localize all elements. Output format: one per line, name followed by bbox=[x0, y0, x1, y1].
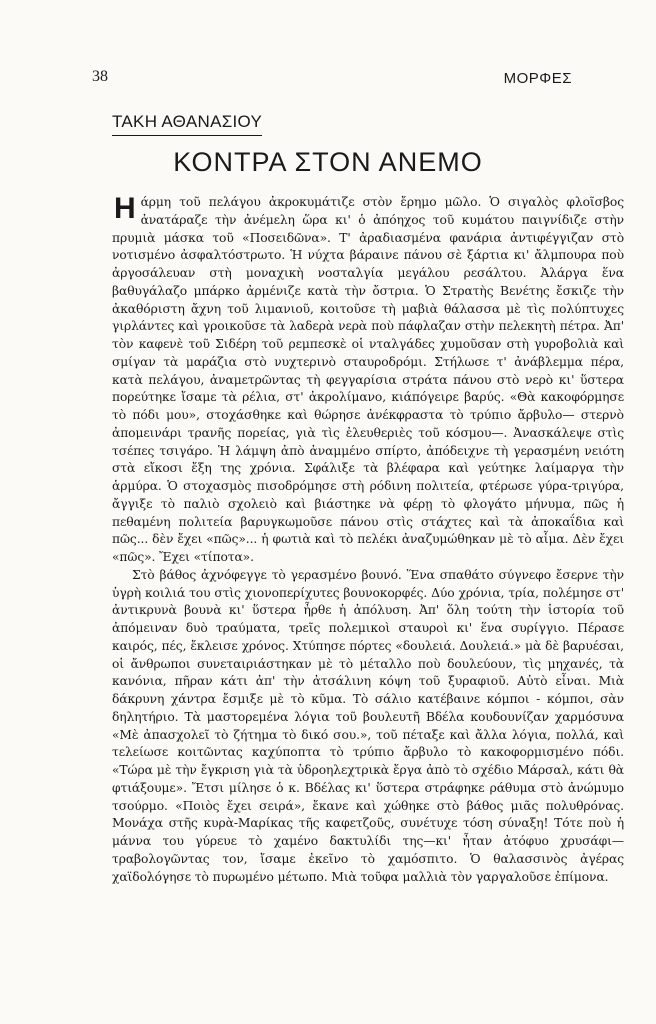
paragraph-1-text: άρμη τοῦ πελάγου ἀκροκυμάτιζε στὸν ἔρημο μῶλο. Ὁ σιγαλὸς φλοῖσβος ἀνατάραζε τὴν ἀνέμελη ὥρα κι' ὁ ἀπόηχος τοῦ κυμάτου παιγνίδιζε στὴν πρυμιὰ μάσκα τοῦ «Ποσειδῶνα». Τ' ἀραδιασμένα φανάρια ἀντιφέγγιζαν στὸ νοτισμένο ἀσφαλτόστρωτο. Ἡ νύχτα βάραινε πάνου σὲ ξάρτια κι' ἄλμπουρα ποὺ ἀργοσάλευαν στὴ μοναχικὴ νοσταλγία μεγάλου ρεσάλτου. Ἀλάργα ἕνα βαθυγάλαζο μπάρκο ἀρμένιζε κατὰ τὴν ὄστρια. Ὁ Στρατὴς Βενέτης ἔσκιζε τὴν ἀκαθόριστη ἄχνη τοῦ λιμανιοῦ, κοιτοῦσε τὴ μαβιὰ θάλασσα μὲ τὶς πολύπτυχες γιρλάντες καὶ γροικοῦσε τὰ λαδερὰ νερὰ ποὺ πάφλαζαν στὴν πελεκητὴ πέτρα. Ἀπ' τὸν καφενὲ τοῦ Σιδέρη τοῦ ρεμπεσκὲ οἱ νταλγάδες χυμοῦσαν στὴ γυροβολιὰ καὶ σμίγαν τὰ μαράζια στὸ νυχτερινὸ σταυροδρόμι. Στήλωσε τ' ἀνάβλεμμα πέρα, κατὰ πελάγου, ἀναμετρῶντας τὴ φεγγαρίσια στράτα πάνου στὸ νερὸ κι' ὕστερα πορεύτηκε ἴσαμε τὰ ρέλια, στ' ἀκρολίμανο, κιάπόγειρε βαρύς. «Θὰ κακοφόρμησε τὸ πόδι μου», στοχάσθηκε καὶ θώρησε ἀνέκφραστα τὸ τρύπιο ἄρβυλο— στερνὸ ἀπομεινάρι τρανῆς πορείας, γιὰ τὶς ἐλευθεριὲς τοῦ κόσμου—. Ἀνασκάλεψε στὶς τσέπες τσιγάρο. Ἡ λάμψη ἀπὸ ἀναμμένο σπίρτο, ἀπόδειχνε τὴ γερασμένη νειότη στὰ εἴκοσι ἔξη της χρόνια. Σφάλιξε τὰ βλέφαρα καὶ γεύτηκε λαίμαργα τὴν ἁρμύρα. Ὁ στοχασμὸς πισοδρόμησε στὴ ρόδινη πολιτεία, φτέρωσε γύρα-τριγύρα, ἄγγιξε τὸ παλιὸ σχολειὸ καὶ βιάστηκε νὰ φέρῃ τὸ φλογάτο μήνυμα, πῶς ἡ πεθαμένη πολιτεία βαρυγκωμοῦσε πάνου στὶς στάχτες καὶ τὰ ἀποκαΐδια καὶ πῶς... δὲν ἔχει «πῶς»... ἡ φωτιὰ καὶ τὸ πελέκι ἀναζυμώθηκαν μὲ τὸ αἷμα. Δὲν ἔχει «πῶς». Ἔχει «τίποτα». bbox=[112, 195, 624, 564]
paragraph-1 bbox=[112, 194, 624, 567]
journal-name: ΜΟΡΦΕΣ bbox=[503, 70, 572, 87]
article-author: ΤΑΚΗ ΑΘΑΝΑΣΙΟΥ bbox=[112, 112, 262, 136]
drop-cap: Η bbox=[114, 192, 136, 225]
article-body bbox=[112, 194, 624, 886]
paragraph-2: Στὸ βάθος ἀχνόφεγγε τὸ γερασμένο βουνό. Ἕνα σπαθάτο σύγνεφο ἔσερνε τὴν ὑγρὴ κοιλιά του στὶς χιονοπερίχυτες βουνοκορφές. Δύο χρόνια, τρία, πολέμησε στ' ἀντικρυνὰ βουνὰ κι' ὕστερα ἦρθε ἡ ἀπόλυση. Ἀπ' ὅλη τούτη τὴν ἱστορία τοῦ ἀπόμειναν δυὸ τραύματα, τρεῖς πολεμικοὶ σταυροὶ κι' ἕνα συρίγγιο. Πέρασε καιρός, πές, ἔκλεισε χρόνος. Χτύπησε πόρτες «δουλειά. Δουλειά.» μὰ δὲ βαρυέσαι, οἱ ἄνθρωποι συνεταιριάστηκαν μὲ τὸ μέταλλο ποὺ δουλεύουν, τὶς μηχανές, τὰ κανόνια, πῆραν κάτι ἀπ' τὴν ἀτσάλινη κόψη τοῦ ξυραφιοῦ. Αὐτὸ εἶναι. Μιὰ δάκρυνη χάντρα ἔσμιξε μὲ τὸ κῦμα. Τὸ σάλιο κατέβαινε κόμποι - κόμποι, σὰν δηλητήριο. Τὰ μαστορεμένα λόγια τοῦ βουλευτῆ Βδέλα κουδουνίζαν χαρμόσυνα «Μὲ ἀπασχολεῖ τὸ ζήτημα τὸ δικό σου.», τοῦ πέταξε καὶ ἄλλα λόγια, πολλά, καὶ τελείωσε κοιτῶντας καχύποπτα τὸ τρύπιο ἄρβυλο τὸ κακοφορμισμένο πόδι. «Τώρα μὲ τὴν ἔγκριση γιὰ τὰ ὑδροηλεχτρικὰ ἔργα ἀπὸ τὸ σχέδιο Μάρσαλ, κάτι θὰ φτιάξουμε». Ἔτσι μίλησε ὁ κ. Βδέλας κι' ὕστερα στράφηκε ράθυμα στὸ ἀνώμυμο τσούρμο. «Ποιὸς ἔχει σειρά», ἔκανε καὶ χώθηκε στὸ βάθος μιᾶς πολυθρόνας. Μονάχα στῆς κυρὰ-Μαρίκας τῆς καφετζοῦς, συνέτυχε τόση σύναξη! Τότε ποὺ ἡ μάννα του γύρευε τὸ χαμένο δακτυλίδι της—κι' ἦταν ἀτόφυο χρυσάφι—τραβολογῶντας τον, ἴσαμε ἐκεῖνο τὸ χαμόσπιτο. Ὁ θαλασσινὸς ἀγέρας χαϊδολόγησε τὸ πυρωμένο μέτωπο. Μιὰ τοῦφα μαλλιὰ τὸν γαργαλοῦσε ἐπίμονα. bbox=[112, 567, 624, 884]
page-number: 38 bbox=[92, 68, 108, 85]
article-title: ΚΟΝΤΡΑ ΣΤΟΝ ΑΝΕΜΟ bbox=[173, 147, 483, 177]
